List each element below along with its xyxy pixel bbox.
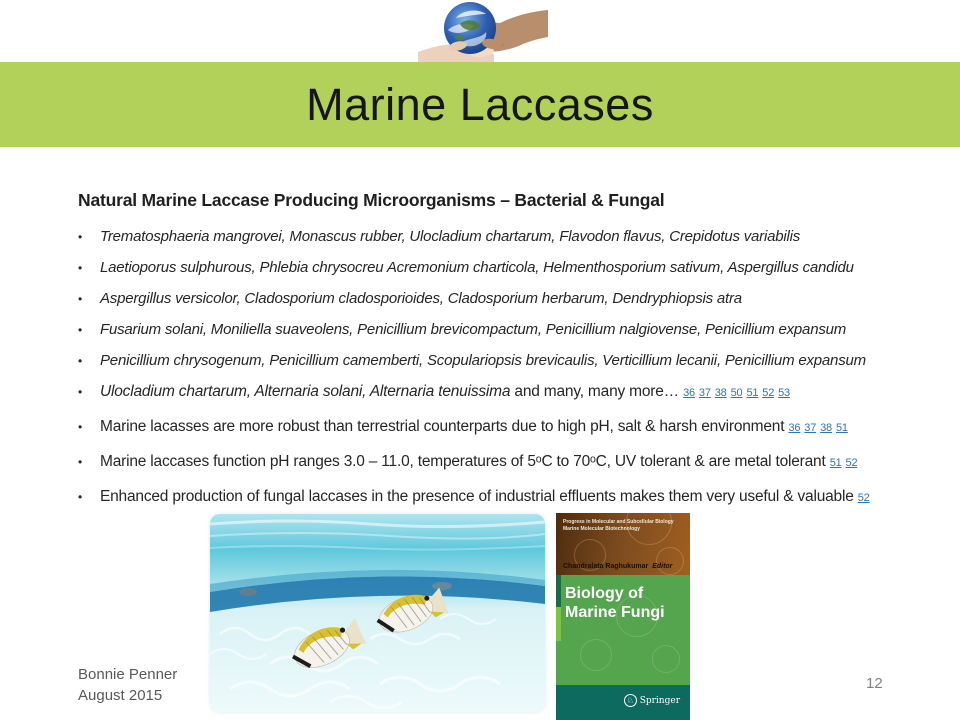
bullet-marker-icon: • bbox=[78, 354, 83, 368]
book-cover-bottom bbox=[556, 685, 690, 720]
reference-link[interactable]: 52 bbox=[762, 387, 775, 399]
reference-link[interactable]: 37 bbox=[804, 422, 817, 434]
bullet-item bbox=[78, 488, 950, 507]
bullet-item bbox=[78, 352, 950, 370]
bullet-marker-icon: • bbox=[78, 385, 83, 399]
reference-link[interactable]: 36 bbox=[788, 422, 801, 434]
bullet-text: Trematosphaeria mangrovei, Monascus rubber, Ulocladium chartarum, Flavodon flavus, Crepidotus variabilis bbox=[100, 228, 801, 245]
bullet-marker-icon: • bbox=[78, 323, 83, 337]
reference-link[interactable]: 51 bbox=[835, 422, 848, 434]
reference-link[interactable]: 38 bbox=[820, 422, 832, 434]
bullet-marker-icon: • bbox=[78, 420, 83, 434]
bullet-text: Enhanced production of fungal laccases in the presence of industrial effluents makes them very useful & valuable 52 bbox=[100, 488, 870, 505]
slide-body bbox=[78, 190, 950, 523]
footer-date: August 2015 bbox=[78, 687, 163, 704]
bullet-list bbox=[78, 228, 950, 507]
springer-horse-icon: ♘ bbox=[624, 694, 637, 707]
book-spine-stripe-light bbox=[556, 607, 561, 641]
publisher-name: Springer bbox=[639, 695, 680, 706]
reference-link[interactable]: 51 bbox=[829, 457, 842, 469]
hands-holding-earth-icon bbox=[418, 0, 548, 62]
title-bar bbox=[0, 62, 960, 147]
book-cover bbox=[556, 513, 690, 720]
book-series: Progress in Molecular and Subcellular Biology Marine Molecular Biotechnology bbox=[563, 519, 674, 532]
slide-title: Marine Laccases bbox=[306, 78, 654, 130]
bullet-text: Marine laccases function pH ranges 3.0 – 11.0, temperatures of 5ᵒC to 70ᵒC, UV tolerant & are metal tolerant 51 52 bbox=[100, 453, 858, 470]
book-cover-middle bbox=[556, 575, 690, 685]
slide-footer bbox=[78, 664, 177, 706]
bullet-marker-icon: • bbox=[78, 490, 83, 504]
book-cover-top bbox=[556, 513, 690, 575]
reference-link[interactable]: 38 bbox=[714, 387, 727, 399]
footer-author: Bonnie Penner bbox=[78, 666, 178, 683]
bullet-marker-icon: • bbox=[78, 455, 83, 469]
reference-link[interactable]: 53 bbox=[778, 387, 790, 399]
reference-link[interactable]: 37 bbox=[698, 387, 711, 399]
bullet-text: Laetioporus sulphurous, Phlebia chrysocreu Acremonium charticola, Helmenthosporium sativum, Aspergillus candidu bbox=[100, 259, 854, 276]
book-title: Biology of Marine Fungi bbox=[565, 585, 665, 621]
ocean-photo bbox=[210, 514, 545, 712]
reference-link[interactable]: 50 bbox=[730, 387, 743, 399]
bullet-item bbox=[78, 418, 950, 437]
reference-link[interactable]: 52 bbox=[845, 457, 858, 469]
bullet-marker-icon: • bbox=[78, 261, 83, 275]
book-spine-stripe-dark bbox=[556, 575, 561, 607]
bullet-item bbox=[78, 259, 950, 277]
bullet-item bbox=[78, 321, 950, 339]
reference-link[interactable]: 51 bbox=[746, 387, 759, 399]
bullet-item bbox=[78, 453, 950, 472]
bullet-marker-icon: • bbox=[78, 230, 83, 244]
bullet-text: Ulocladium chartarum, Alternaria solani, Alternaria tenuissima and many, many more… 36 37 38 50 51 52 53 bbox=[100, 383, 790, 400]
page-number: 12 bbox=[866, 675, 883, 692]
bullet-item bbox=[78, 228, 950, 246]
section-heading: Natural Marine Laccase Producing Microorganisms – Bacterial & Fungal bbox=[78, 190, 665, 210]
bullet-text: Penicillium chrysogenum, Penicillium camemberti, Scopulariopsis brevicaulis, Verticillium lecanii, Penicillium expansum bbox=[100, 352, 866, 369]
publisher-logo bbox=[624, 694, 680, 707]
reference-link[interactable]: 52 bbox=[857, 492, 870, 504]
bullet-text: Marine lacasses are more robust than terrestrial counterparts due to high pH, salt & harsh environment 36 37 38 51 bbox=[100, 418, 848, 435]
bullet-marker-icon: • bbox=[78, 292, 83, 306]
bullet-text: Aspergillus versicolor, Cladosporium cladosporioides, Cladosporium herbarum, Dendryphiopsis atra bbox=[100, 290, 742, 307]
reference-link[interactable]: 36 bbox=[683, 387, 695, 399]
bullet-item bbox=[78, 290, 950, 308]
bullet-text: Fusarium solani, Moniliella suaveolens, Penicillium brevicompactum, Penicillium nalgiovense, Penicillium expansum bbox=[100, 321, 847, 338]
bullet-item bbox=[78, 383, 950, 402]
book-editor: Chandralata Raghukumar Editor bbox=[563, 563, 673, 570]
underwater-scene-image bbox=[210, 514, 545, 712]
top-banner bbox=[0, 0, 960, 62]
